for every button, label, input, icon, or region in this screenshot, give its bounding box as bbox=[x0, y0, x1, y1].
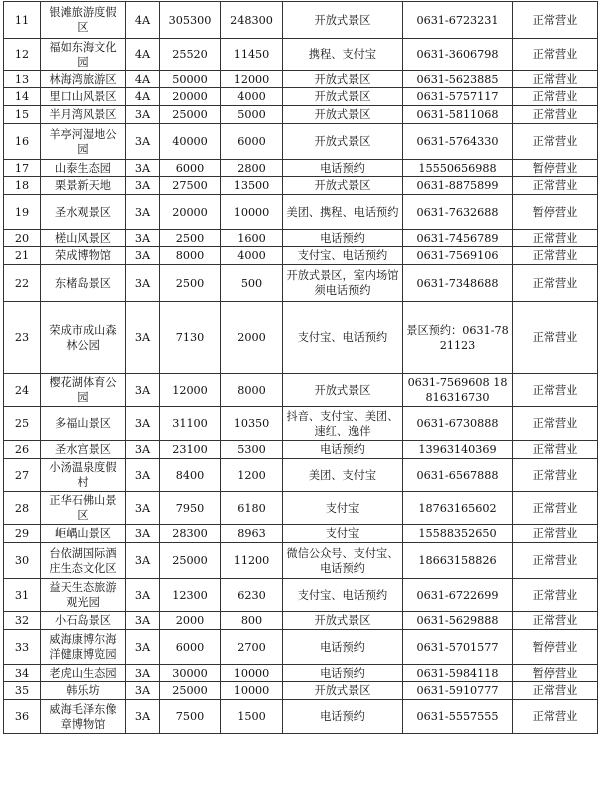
contact-phone-cell: 0631-5557555 bbox=[403, 700, 513, 734]
max-capacity-cell: 7130 bbox=[160, 302, 221, 374]
scenic-name-cell: 山泰生态园 bbox=[41, 160, 126, 177]
booking-channel-cell: 支付宝 bbox=[283, 525, 403, 543]
grade-level-cell: 3A bbox=[126, 374, 160, 407]
table-body bbox=[4, 2, 598, 734]
table-row bbox=[4, 265, 598, 302]
booking-channel-cell: 开放式景区 bbox=[283, 177, 403, 195]
grade-level-cell: 3A bbox=[126, 525, 160, 543]
row-number-cell: 34 bbox=[4, 665, 41, 682]
max-capacity-cell: 50000 bbox=[160, 71, 221, 88]
max-capacity-cell: 25520 bbox=[160, 39, 221, 71]
row-number-cell: 28 bbox=[4, 492, 41, 525]
daily-limit-cell: 1500 bbox=[221, 700, 283, 734]
daily-limit-cell: 5000 bbox=[221, 106, 283, 124]
row-number-cell: 17 bbox=[4, 160, 41, 177]
max-capacity-cell: 2500 bbox=[160, 265, 221, 302]
booking-channel-cell: 开放式景区 bbox=[283, 612, 403, 630]
contact-phone-cell: 0631-5984118 bbox=[403, 665, 513, 682]
contact-phone-cell: 15550656988 bbox=[403, 160, 513, 177]
grade-level-cell: 4A bbox=[126, 88, 160, 106]
operation-status-cell: 暂停营业 bbox=[513, 630, 598, 665]
scenic-name-cell: 正华石佛山景区 bbox=[41, 492, 126, 525]
operation-status-cell: 暂停营业 bbox=[513, 160, 598, 177]
operation-status-cell: 正常营业 bbox=[513, 88, 598, 106]
grade-level-cell: 3A bbox=[126, 106, 160, 124]
operation-status-cell: 正常营业 bbox=[513, 441, 598, 459]
max-capacity-cell: 28300 bbox=[160, 525, 221, 543]
contact-phone-cell: 0631-5629888 bbox=[403, 612, 513, 630]
booking-channel-cell: 抖音、支付宝、美团、速红、逸伴 bbox=[283, 407, 403, 441]
row-number-cell: 35 bbox=[4, 682, 41, 700]
daily-limit-cell: 1600 bbox=[221, 230, 283, 247]
operation-status-cell: 正常营业 bbox=[513, 177, 598, 195]
max-capacity-cell: 25000 bbox=[160, 106, 221, 124]
grade-level-cell: 3A bbox=[126, 682, 160, 700]
max-capacity-cell: 40000 bbox=[160, 124, 221, 160]
table-row bbox=[4, 247, 598, 265]
grade-level-cell: 3A bbox=[126, 265, 160, 302]
daily-limit-cell: 11200 bbox=[221, 543, 283, 579]
daily-limit-cell: 500 bbox=[221, 265, 283, 302]
contact-phone-cell: 18763165602 bbox=[403, 492, 513, 525]
row-number-cell: 14 bbox=[4, 88, 41, 106]
scenic-name-cell: 益天生态旅游观光园 bbox=[41, 579, 126, 612]
contact-phone-cell: 0631-6723231 bbox=[403, 2, 513, 39]
max-capacity-cell: 8400 bbox=[160, 459, 221, 492]
booking-channel-cell: 电话预约 bbox=[283, 700, 403, 734]
max-capacity-cell: 25000 bbox=[160, 682, 221, 700]
grade-level-cell: 3A bbox=[126, 492, 160, 525]
table-row bbox=[4, 124, 598, 160]
row-number-cell: 31 bbox=[4, 579, 41, 612]
table-row bbox=[4, 160, 598, 177]
contact-phone-cell: 0631-6567888 bbox=[403, 459, 513, 492]
table-row bbox=[4, 525, 598, 543]
table-row bbox=[4, 682, 598, 700]
row-number-cell: 19 bbox=[4, 195, 41, 230]
table-row bbox=[4, 230, 598, 247]
operation-status-cell: 正常营业 bbox=[513, 543, 598, 579]
operation-status-cell: 暂停营业 bbox=[513, 665, 598, 682]
scenic-name-cell: 福如东海文化园 bbox=[41, 39, 126, 71]
scenic-name-cell: 岠嵎山景区 bbox=[41, 525, 126, 543]
grade-level-cell: 4A bbox=[126, 2, 160, 39]
daily-limit-cell: 6230 bbox=[221, 579, 283, 612]
daily-limit-cell: 248300 bbox=[221, 2, 283, 39]
grade-level-cell: 3A bbox=[126, 441, 160, 459]
max-capacity-cell: 27500 bbox=[160, 177, 221, 195]
table-row bbox=[4, 302, 598, 374]
operation-status-cell: 正常营业 bbox=[513, 682, 598, 700]
scenic-name-cell: 羊亭河湿地公园 bbox=[41, 124, 126, 160]
grade-level-cell: 3A bbox=[126, 124, 160, 160]
grade-level-cell: 3A bbox=[126, 177, 160, 195]
row-number-cell: 32 bbox=[4, 612, 41, 630]
contact-phone-cell: 0631-5701577 bbox=[403, 630, 513, 665]
row-number-cell: 12 bbox=[4, 39, 41, 71]
contact-phone-cell: 0631-5811068 bbox=[403, 106, 513, 124]
operation-status-cell: 正常营业 bbox=[513, 106, 598, 124]
contact-phone-cell: 0631-8875899 bbox=[403, 177, 513, 195]
booking-channel-cell: 开放式景区 bbox=[283, 88, 403, 106]
daily-limit-cell: 6000 bbox=[221, 124, 283, 160]
max-capacity-cell: 7500 bbox=[160, 700, 221, 734]
row-number-cell: 20 bbox=[4, 230, 41, 247]
operation-status-cell: 正常营业 bbox=[513, 459, 598, 492]
scenic-name-cell: 威海毛泽东像章博物馆 bbox=[41, 700, 126, 734]
grade-level-cell: 3A bbox=[126, 230, 160, 247]
booking-channel-cell: 美团、携程、电话预约 bbox=[283, 195, 403, 230]
daily-limit-cell: 4000 bbox=[221, 88, 283, 106]
max-capacity-cell: 31100 bbox=[160, 407, 221, 441]
scenic-name-cell: 小汤温泉度假村 bbox=[41, 459, 126, 492]
daily-limit-cell: 8000 bbox=[221, 374, 283, 407]
row-number-cell: 23 bbox=[4, 302, 41, 374]
scenic-name-cell: 东楮岛景区 bbox=[41, 265, 126, 302]
scenic-name-cell: 圣水观景区 bbox=[41, 195, 126, 230]
booking-channel-cell: 电话预约 bbox=[283, 630, 403, 665]
booking-channel-cell: 电话预约 bbox=[283, 441, 403, 459]
max-capacity-cell: 20000 bbox=[160, 195, 221, 230]
row-number-cell: 29 bbox=[4, 525, 41, 543]
operation-status-cell: 暂停营业 bbox=[513, 195, 598, 230]
booking-channel-cell: 开放式景区 bbox=[283, 374, 403, 407]
operation-status-cell: 正常营业 bbox=[513, 492, 598, 525]
contact-phone-cell: 13963140369 bbox=[403, 441, 513, 459]
daily-limit-cell: 2700 bbox=[221, 630, 283, 665]
row-number-cell: 36 bbox=[4, 700, 41, 734]
contact-phone-cell: 0631-6730888 bbox=[403, 407, 513, 441]
daily-limit-cell: 10350 bbox=[221, 407, 283, 441]
contact-phone-cell: 0631-6722699 bbox=[403, 579, 513, 612]
contact-phone-cell: 0631-5764330 bbox=[403, 124, 513, 160]
grade-level-cell: 3A bbox=[126, 630, 160, 665]
daily-limit-cell: 10000 bbox=[221, 682, 283, 700]
contact-phone-cell: 景区预约：0631-7821123 bbox=[403, 302, 513, 374]
daily-limit-cell: 2800 bbox=[221, 160, 283, 177]
daily-limit-cell: 11450 bbox=[221, 39, 283, 71]
contact-phone-cell: 0631-7569106 bbox=[403, 247, 513, 265]
table-row bbox=[4, 579, 598, 612]
scenic-name-cell: 多福山景区 bbox=[41, 407, 126, 441]
table-row bbox=[4, 492, 598, 525]
row-number-cell: 13 bbox=[4, 71, 41, 88]
daily-limit-cell: 800 bbox=[221, 612, 283, 630]
max-capacity-cell: 20000 bbox=[160, 88, 221, 106]
booking-channel-cell: 开放式景区 bbox=[283, 682, 403, 700]
table-row bbox=[4, 441, 598, 459]
grade-level-cell: 3A bbox=[126, 543, 160, 579]
table-row bbox=[4, 665, 598, 682]
grade-level-cell: 4A bbox=[126, 71, 160, 88]
row-number-cell: 33 bbox=[4, 630, 41, 665]
scenic-name-cell: 林海湾旅游区 bbox=[41, 71, 126, 88]
booking-channel-cell: 开放式景区 bbox=[283, 2, 403, 39]
daily-limit-cell: 5300 bbox=[221, 441, 283, 459]
grade-level-cell: 3A bbox=[126, 195, 160, 230]
scenic-name-cell: 半月湾风景区 bbox=[41, 106, 126, 124]
operation-status-cell: 正常营业 bbox=[513, 374, 598, 407]
table-row bbox=[4, 106, 598, 124]
daily-limit-cell: 1200 bbox=[221, 459, 283, 492]
grade-level-cell: 3A bbox=[126, 700, 160, 734]
max-capacity-cell: 6000 bbox=[160, 160, 221, 177]
operation-status-cell: 正常营业 bbox=[513, 525, 598, 543]
grade-level-cell: 3A bbox=[126, 247, 160, 265]
max-capacity-cell: 12300 bbox=[160, 579, 221, 612]
row-number-cell: 25 bbox=[4, 407, 41, 441]
scenic-spot-table bbox=[3, 1, 598, 734]
table-row bbox=[4, 612, 598, 630]
contact-phone-cell: 0631-5910777 bbox=[403, 682, 513, 700]
contact-phone-cell: 0631-7348688 bbox=[403, 265, 513, 302]
table-row bbox=[4, 407, 598, 441]
scenic-name-cell: 里口山风景区 bbox=[41, 88, 126, 106]
contact-phone-cell: 0631-3606798 bbox=[403, 39, 513, 71]
table-row bbox=[4, 177, 598, 195]
booking-channel-cell: 携程、支付宝 bbox=[283, 39, 403, 71]
scenic-name-cell: 威海康博尔海洋健康博览园 bbox=[41, 630, 126, 665]
contact-phone-cell: 18663158826 bbox=[403, 543, 513, 579]
row-number-cell: 27 bbox=[4, 459, 41, 492]
scenic-name-cell: 樱花湖体育公园 bbox=[41, 374, 126, 407]
table-row bbox=[4, 39, 598, 71]
contact-phone-cell: 0631-5623885 bbox=[403, 71, 513, 88]
grade-level-cell: 3A bbox=[126, 579, 160, 612]
operation-status-cell: 正常营业 bbox=[513, 39, 598, 71]
row-number-cell: 22 bbox=[4, 265, 41, 302]
contact-phone-cell: 0631-5757117 bbox=[403, 88, 513, 106]
table-row bbox=[4, 71, 598, 88]
grade-level-cell: 3A bbox=[126, 665, 160, 682]
operation-status-cell: 正常营业 bbox=[513, 124, 598, 160]
scenic-name-cell: 韩乐坊 bbox=[41, 682, 126, 700]
operation-status-cell: 正常营业 bbox=[513, 71, 598, 88]
operation-status-cell: 正常营业 bbox=[513, 230, 598, 247]
daily-limit-cell: 2000 bbox=[221, 302, 283, 374]
contact-phone-cell: 15588352650 bbox=[403, 525, 513, 543]
max-capacity-cell: 8000 bbox=[160, 247, 221, 265]
operation-status-cell: 正常营业 bbox=[513, 700, 598, 734]
daily-limit-cell: 6180 bbox=[221, 492, 283, 525]
grade-level-cell: 3A bbox=[126, 612, 160, 630]
row-number-cell: 30 bbox=[4, 543, 41, 579]
row-number-cell: 15 bbox=[4, 106, 41, 124]
booking-channel-cell: 开放式景区 bbox=[283, 106, 403, 124]
scenic-name-cell: 台依湖国际酒庄生态文化区 bbox=[41, 543, 126, 579]
booking-channel-cell: 电话预约 bbox=[283, 665, 403, 682]
daily-limit-cell: 8963 bbox=[221, 525, 283, 543]
booking-channel-cell: 开放式景区，室内场馆须电话预约 bbox=[283, 265, 403, 302]
daily-limit-cell: 13500 bbox=[221, 177, 283, 195]
table-row bbox=[4, 543, 598, 579]
contact-phone-cell: 0631-7632688 bbox=[403, 195, 513, 230]
booking-channel-cell: 开放式景区 bbox=[283, 124, 403, 160]
row-number-cell: 18 bbox=[4, 177, 41, 195]
max-capacity-cell: 305300 bbox=[160, 2, 221, 39]
row-number-cell: 21 bbox=[4, 247, 41, 265]
max-capacity-cell: 12000 bbox=[160, 374, 221, 407]
row-number-cell: 24 bbox=[4, 374, 41, 407]
scenic-name-cell: 圣水宫景区 bbox=[41, 441, 126, 459]
table-row bbox=[4, 374, 598, 407]
grade-level-cell: 4A bbox=[126, 39, 160, 71]
contact-phone-cell: 0631-7456789 bbox=[403, 230, 513, 247]
grade-level-cell: 3A bbox=[126, 459, 160, 492]
table-row bbox=[4, 700, 598, 734]
booking-channel-cell: 支付宝、电话预约 bbox=[283, 579, 403, 612]
row-number-cell: 11 bbox=[4, 2, 41, 39]
table-row bbox=[4, 2, 598, 39]
max-capacity-cell: 30000 bbox=[160, 665, 221, 682]
scenic-name-cell: 小石岛景区 bbox=[41, 612, 126, 630]
booking-channel-cell: 支付宝 bbox=[283, 492, 403, 525]
grade-level-cell: 3A bbox=[126, 160, 160, 177]
booking-channel-cell: 开放式景区 bbox=[283, 71, 403, 88]
table-row bbox=[4, 195, 598, 230]
max-capacity-cell: 2500 bbox=[160, 230, 221, 247]
operation-status-cell: 正常营业 bbox=[513, 612, 598, 630]
booking-channel-cell: 支付宝、电话预约 bbox=[283, 302, 403, 374]
booking-channel-cell: 支付宝、电话预约 bbox=[283, 247, 403, 265]
operation-status-cell: 正常营业 bbox=[513, 302, 598, 374]
booking-channel-cell: 美团、支付宝 bbox=[283, 459, 403, 492]
table-row bbox=[4, 459, 598, 492]
contact-phone-cell: 0631-7569608 18816316730 bbox=[403, 374, 513, 407]
booking-channel-cell: 电话预约 bbox=[283, 230, 403, 247]
operation-status-cell: 正常营业 bbox=[513, 265, 598, 302]
max-capacity-cell: 6000 bbox=[160, 630, 221, 665]
daily-limit-cell: 4000 bbox=[221, 247, 283, 265]
scenic-name-cell: 老虎山生态园 bbox=[41, 665, 126, 682]
scenic-name-cell: 槎山风景区 bbox=[41, 230, 126, 247]
table-row bbox=[4, 88, 598, 106]
scenic-name-cell: 荣成市成山森林公园 bbox=[41, 302, 126, 374]
operation-status-cell: 正常营业 bbox=[513, 2, 598, 39]
scenic-name-cell: 荣成博物馆 bbox=[41, 247, 126, 265]
max-capacity-cell: 2000 bbox=[160, 612, 221, 630]
operation-status-cell: 正常营业 bbox=[513, 407, 598, 441]
max-capacity-cell: 23100 bbox=[160, 441, 221, 459]
grade-level-cell: 3A bbox=[126, 302, 160, 374]
row-number-cell: 16 bbox=[4, 124, 41, 160]
booking-channel-cell: 电话预约 bbox=[283, 160, 403, 177]
operation-status-cell: 正常营业 bbox=[513, 579, 598, 612]
daily-limit-cell: 10000 bbox=[221, 195, 283, 230]
operation-status-cell: 正常营业 bbox=[513, 247, 598, 265]
max-capacity-cell: 7950 bbox=[160, 492, 221, 525]
daily-limit-cell: 12000 bbox=[221, 71, 283, 88]
table-row bbox=[4, 630, 598, 665]
booking-channel-cell: 微信公众号、支付宝、电话预约 bbox=[283, 543, 403, 579]
row-number-cell: 26 bbox=[4, 441, 41, 459]
daily-limit-cell: 10000 bbox=[221, 665, 283, 682]
grade-level-cell: 3A bbox=[126, 407, 160, 441]
scenic-name-cell: 栗景新天地 bbox=[41, 177, 126, 195]
max-capacity-cell: 25000 bbox=[160, 543, 221, 579]
scenic-name-cell: 银滩旅游度假区 bbox=[41, 2, 126, 39]
